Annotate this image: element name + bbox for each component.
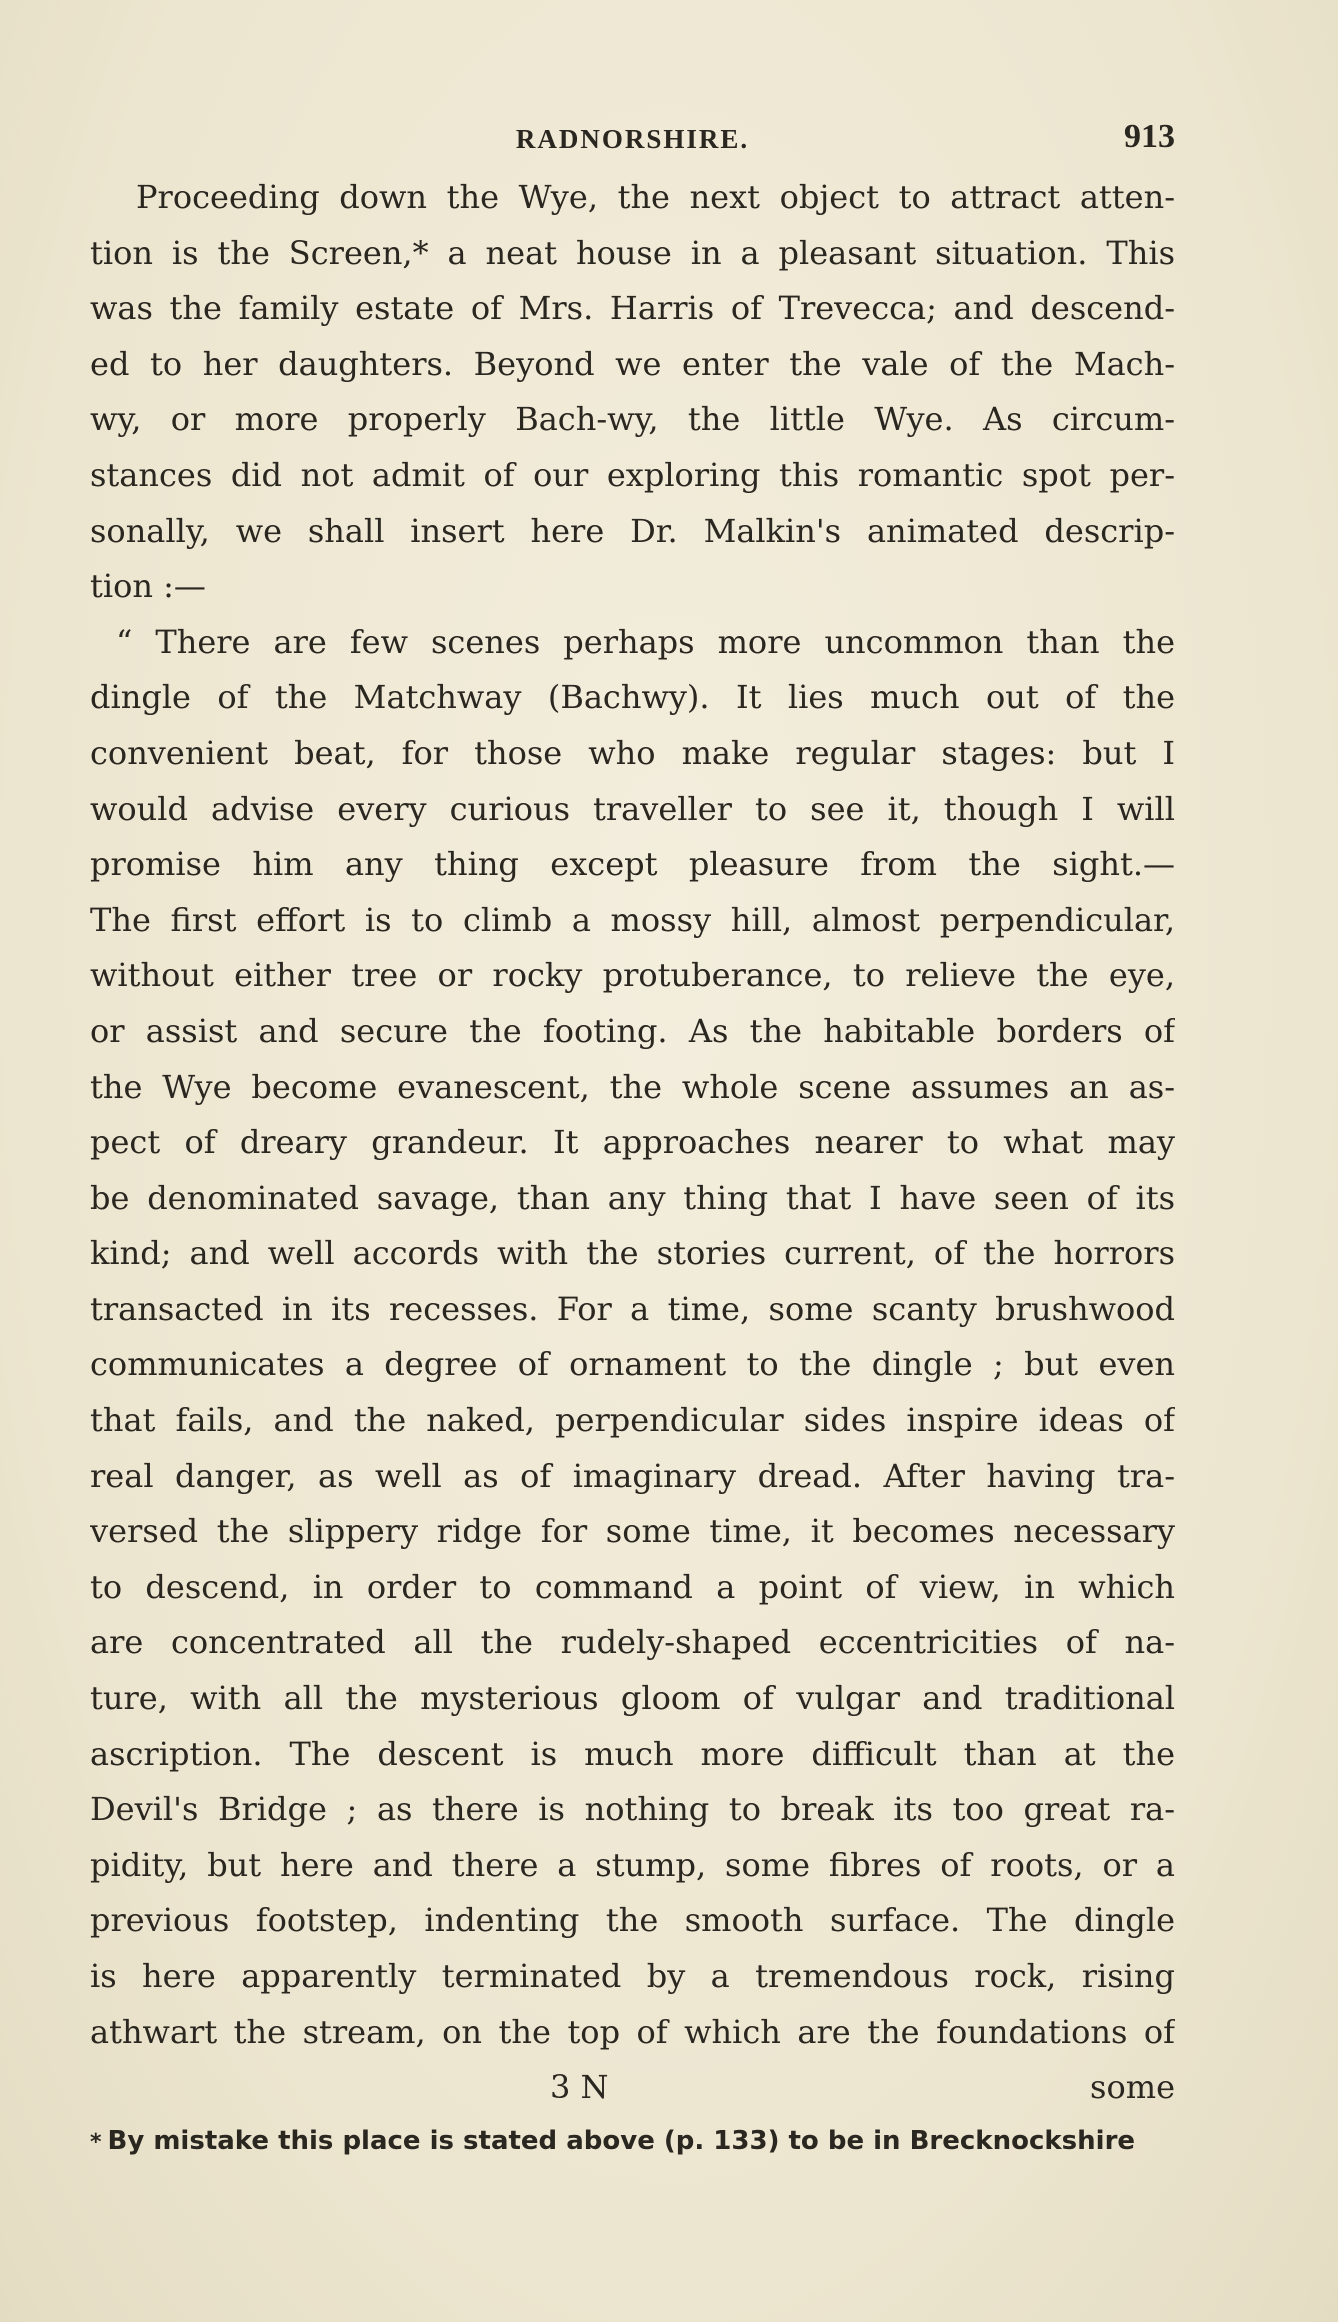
page-header <box>90 118 1175 158</box>
text-line: Proceeding down the Wye, the next object to attract atten- <box>136 178 1175 216</box>
text-line: promise him any thing except pleasure from the sight.— <box>90 845 1175 884</box>
text-line: previous footstep, indenting the smooth surface. The dingle <box>90 1901 1175 1940</box>
text-line: to descend, in order to command a point of view, in which <box>90 1567 1175 1606</box>
running-head: RADNORSHIRE. <box>515 124 750 154</box>
text-line: convenient beat, for those who make regular stages: but I <box>90 733 1175 772</box>
text-line: transacted in its recesses. For a time, some scanty brushwood <box>90 1289 1175 1328</box>
text-line: that fails, and the naked, perpendicular sides inspire ideas of <box>90 1401 1175 1440</box>
text-line: be denominated savage, than any thing that I have seen of its <box>90 1178 1175 1217</box>
text-line: the Wye become evanescent, the whole scene assumes an as- <box>90 1067 1175 1106</box>
text-line: dingle of the Matchway (Bachwy). It lies much out of the <box>90 678 1175 717</box>
text-line: without either tree or rocky protuberance, to relieve the eye, <box>90 956 1175 995</box>
footnote-mark: * <box>90 2129 102 2155</box>
text-line: stances did not admit of our exploring this romantic spot per- <box>90 455 1175 494</box>
text-line: tion :— <box>90 567 206 606</box>
footnote-text: By mistake this place is stated above (p. 133) to be in Brecknockshire <box>107 2125 1136 2156</box>
text-line: would advise every curious traveller to see it, though I will <box>90 789 1175 828</box>
signature-mark: 3 N <box>550 2068 609 2107</box>
body-text <box>90 170 1175 2166</box>
text-line: is here apparently terminated by a tremendous rock, rising <box>90 1957 1175 1995</box>
text-line: or assist and secure the footing. As the habitable borders of <box>90 1011 1175 1050</box>
text-line: wy, or more properly Bach-wy, the little Wye. As circum- <box>90 400 1175 439</box>
catchword: some <box>1090 2068 1175 2107</box>
page-number: 913 <box>1124 118 1175 155</box>
text-line: real danger, as well as of imaginary dread. After having tra- <box>90 1456 1175 1495</box>
footnote <box>90 2116 1175 2166</box>
text-line: communicates a degree of ornament to the dingle ; but even <box>90 1345 1175 1384</box>
text-line: Devil's Bridge ; as there is nothing to break its too great ra- <box>90 1790 1175 1829</box>
text-line: tion is the Screen,* a neat house in a pleasant situation. This <box>90 233 1175 272</box>
text-line: athwart the stream, on the top of which are the foundations of <box>90 2012 1175 2051</box>
text-line: versed the slippery ridge for some time, it becomes necessary <box>90 1512 1175 1551</box>
text-line: pect of dreary grandeur. It approaches nearer to what may <box>90 1123 1175 1162</box>
text-line: ed to her daughters. Beyond we enter the vale of the Mach- <box>90 344 1175 383</box>
text-line: was the family estate of Mrs. Harris of Trevecca; and descend- <box>90 289 1175 328</box>
text-line: are concentrated all the rudely-shaped eccentricities of na- <box>90 1623 1175 1662</box>
signature-row <box>90 2060 1175 2116</box>
text-line: The first effort is to climb a mossy hill, almost perpendicular, <box>90 900 1175 939</box>
text-line: ascription. The descent is much more difficult than at the <box>90 1734 1175 1773</box>
text-line: ture, with all the mysterious gloom of vulgar and traditional <box>90 1679 1175 1718</box>
text-line: “ There are few scenes perhaps more uncommon than the <box>116 622 1175 661</box>
text-line: pidity, but here and there a stump, some fibres of roots, or a <box>90 1845 1175 1884</box>
text-line: sonally, we shall insert here Dr. Malkin's animated descrip- <box>90 511 1175 550</box>
text-line: kind; and well accords with the stories current, of the horrors <box>90 1234 1175 1273</box>
